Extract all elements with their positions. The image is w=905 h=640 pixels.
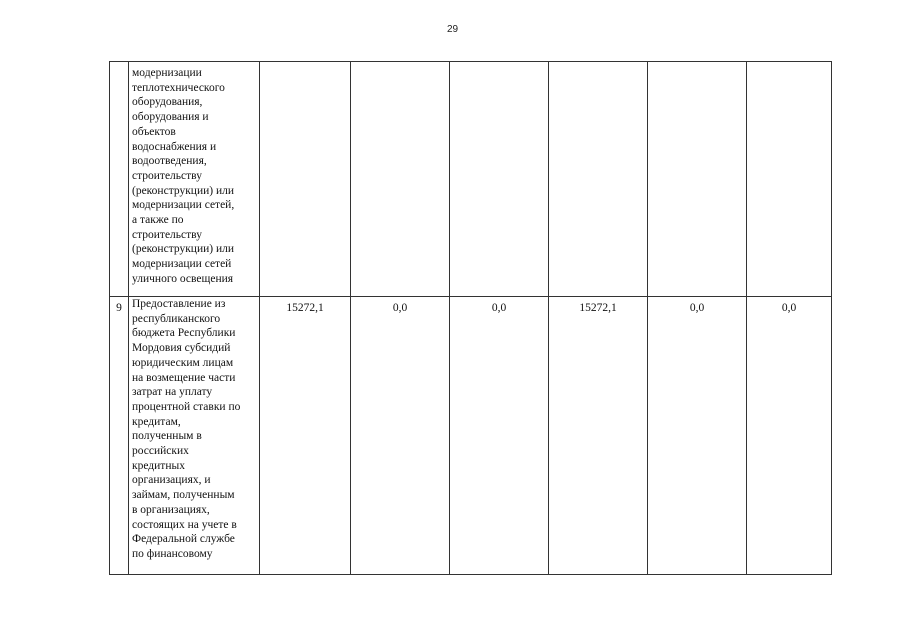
value-cell-5: 0,0 <box>648 297 747 575</box>
value-cell-3: 0,0 <box>450 297 549 575</box>
table-row-continuation <box>110 62 832 297</box>
value-cell-2: 0,0 <box>351 297 450 575</box>
value-cell-5 <box>648 62 747 297</box>
page-number: 29 <box>446 24 459 35</box>
table-row-9 <box>110 297 832 575</box>
value-cell-4: 15272,1 <box>549 297 648 575</box>
row-number-cell: 9 <box>110 297 129 575</box>
row-number-cell <box>110 62 129 297</box>
value-cell-4 <box>549 62 648 297</box>
value-cell-1: 15272,1 <box>260 297 351 575</box>
value-cell-1 <box>260 62 351 297</box>
value-cell-3 <box>450 62 549 297</box>
value-cell-2 <box>351 62 450 297</box>
description-cell: Предоставление из республиканского бюджета Республики Мордовия субсидий юридическим лицам на возмещение части затрат на уплату процентной ставки по кредитам, полученным в российских кредитных организациях, и займам, полученным в организациях, состоящих на учете в Федеральной службе по финансовому <box>129 297 260 575</box>
value-cell-6: 0,0 <box>747 297 832 575</box>
value-cell-6 <box>747 62 832 297</box>
budget-table <box>109 61 832 575</box>
description-cell: модернизации теплотехнического оборудования, оборудования и объектов водоснабжения и водоотведения, строительству (реконструкции) или модернизации сетей, а также по строительству (реконструкции) или модернизации сетей уличного освещения <box>129 62 260 297</box>
